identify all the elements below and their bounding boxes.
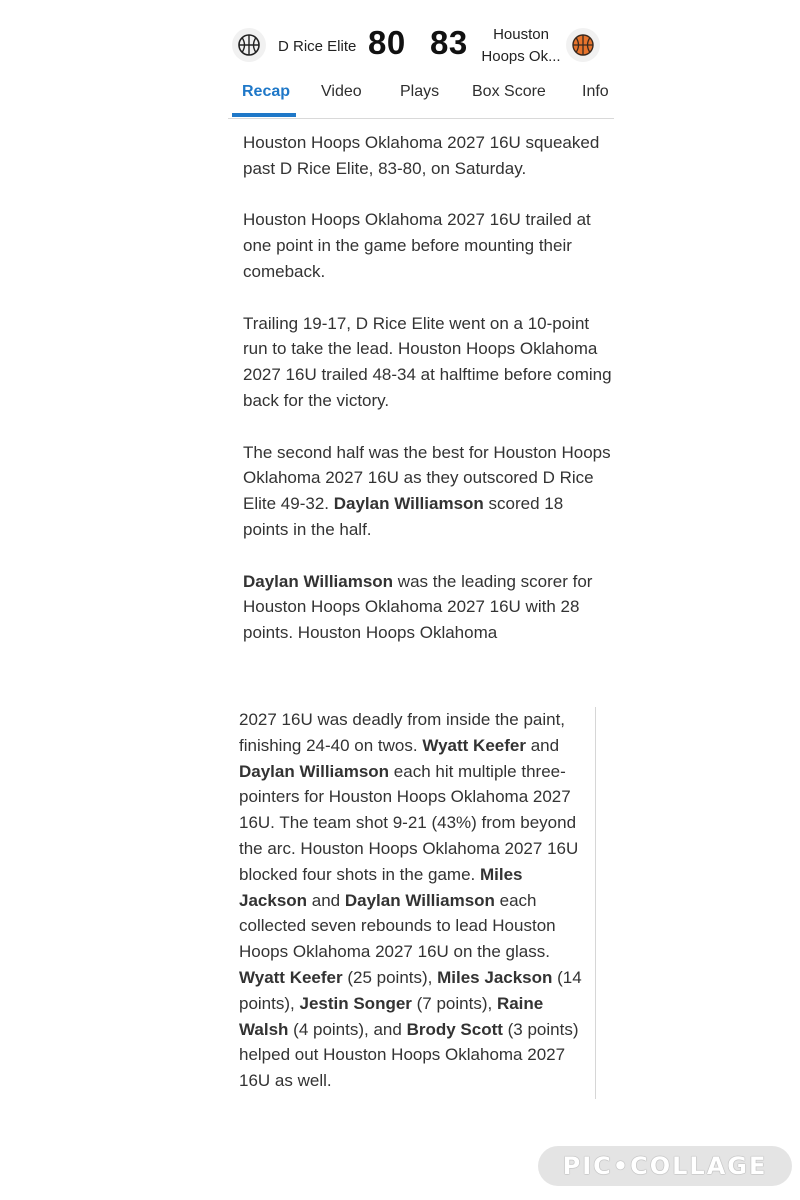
home-team-name[interactable]: D Rice Elite [278,38,357,55]
player-name: Raine Walsh [239,993,544,1039]
recap-paragraph: Houston Hoops Oklahoma 2027 16U trailed at one point in the game before mounting their comeback. [243,210,591,281]
player-name: Wyatt Keefer [422,735,526,755]
recap-text: (25 points), [342,967,438,987]
player-name: Daylan Williamson [239,761,390,781]
recap-text: (14 points), [239,967,582,1013]
away-team-name-line1: Houston [493,26,549,43]
player-name: Daylan Williamson [243,571,394,591]
pic-collage-watermark [538,1146,792,1186]
player-name: Miles Jackson [239,864,523,910]
tab-box-score[interactable]: Box Score [472,83,546,100]
game-header [228,10,618,70]
recap-text: and [525,735,560,755]
player-name: Miles Jackson [437,967,553,987]
recap-text: The second half was the best for Houston Hoops Oklahoma 2027 16U as they outscored D Rice Elite 49-32. [243,442,611,514]
recap-text: scored 18 points in the half. [243,494,564,539]
recap-paragraph: Houston Hoops Oklahoma 2027 16U squeaked past D Rice Elite, 83-80, on Saturday. [243,133,600,178]
recap-text: 2027 16U was deadly from inside the paint, finishing 24-40 on twos. [239,710,566,755]
recap-text: and [307,890,345,910]
recap-text: each collected seven rebounds to lead Houston Hoops Oklahoma 2027 16U on the glass. [239,890,556,962]
recap-paragraph [243,569,613,646]
recap-paragraph [239,707,595,1094]
away-team-logo[interactable] [566,28,600,62]
tab-recap[interactable]: Recap [242,83,291,100]
recap-text: (4 points), and [288,1019,407,1039]
recap-text: was the leading scorer for Houston Hoops Oklahoma 2027 16U with 28 points. Houston Hoops Oklahoma [243,571,593,643]
watermark-text: PIC•COLLAGE [562,1152,768,1180]
tab-info[interactable]: Info [582,83,609,100]
player-name: Wyatt Keefer [239,967,343,987]
recap-text: (3 points) helped out Houston Hoops Oklahoma 2027 16U as well. [239,1019,579,1091]
basketball-icon [571,33,595,57]
tab-plays[interactable]: Plays [400,83,440,100]
tab-video[interactable]: Video [321,83,362,100]
recap-article [243,130,613,696]
player-name: Brody Scott [406,1019,503,1039]
home-team-logo[interactable] [232,28,266,62]
recap-article-continued [239,707,596,1099]
active-tab-indicator [232,113,296,117]
recap-paragraph [243,440,613,543]
home-team-score: 80 [368,24,406,61]
player-name: Daylan Williamson [344,890,495,910]
recap-text: each hit multiple three-pointers for Houston Hoops Oklahoma 2027 16U. The team shot 9-21 (43%) from beyond the arc. Houston Hoops Oklahoma 2027 16U blocked four shots in the game. [239,761,579,884]
away-team-score: 83 [430,24,468,61]
tab-bar [228,70,614,119]
recap-text: (7 points), [411,993,497,1013]
recap-paragraph: Trailing 19-17, D Rice Elite went on a 10-point run to take the lead. Houston Hoops Oklahoma 2027 16U trailed 48-34 at halftime before coming back for the victory. [243,313,612,410]
away-team-name-line2: Hoops Ok... [481,48,561,65]
player-name: Daylan Williamson [333,494,484,514]
basketball-icon [237,33,261,57]
away-team-name[interactable] [480,24,562,68]
player-name: Jestin Songer [299,993,412,1013]
